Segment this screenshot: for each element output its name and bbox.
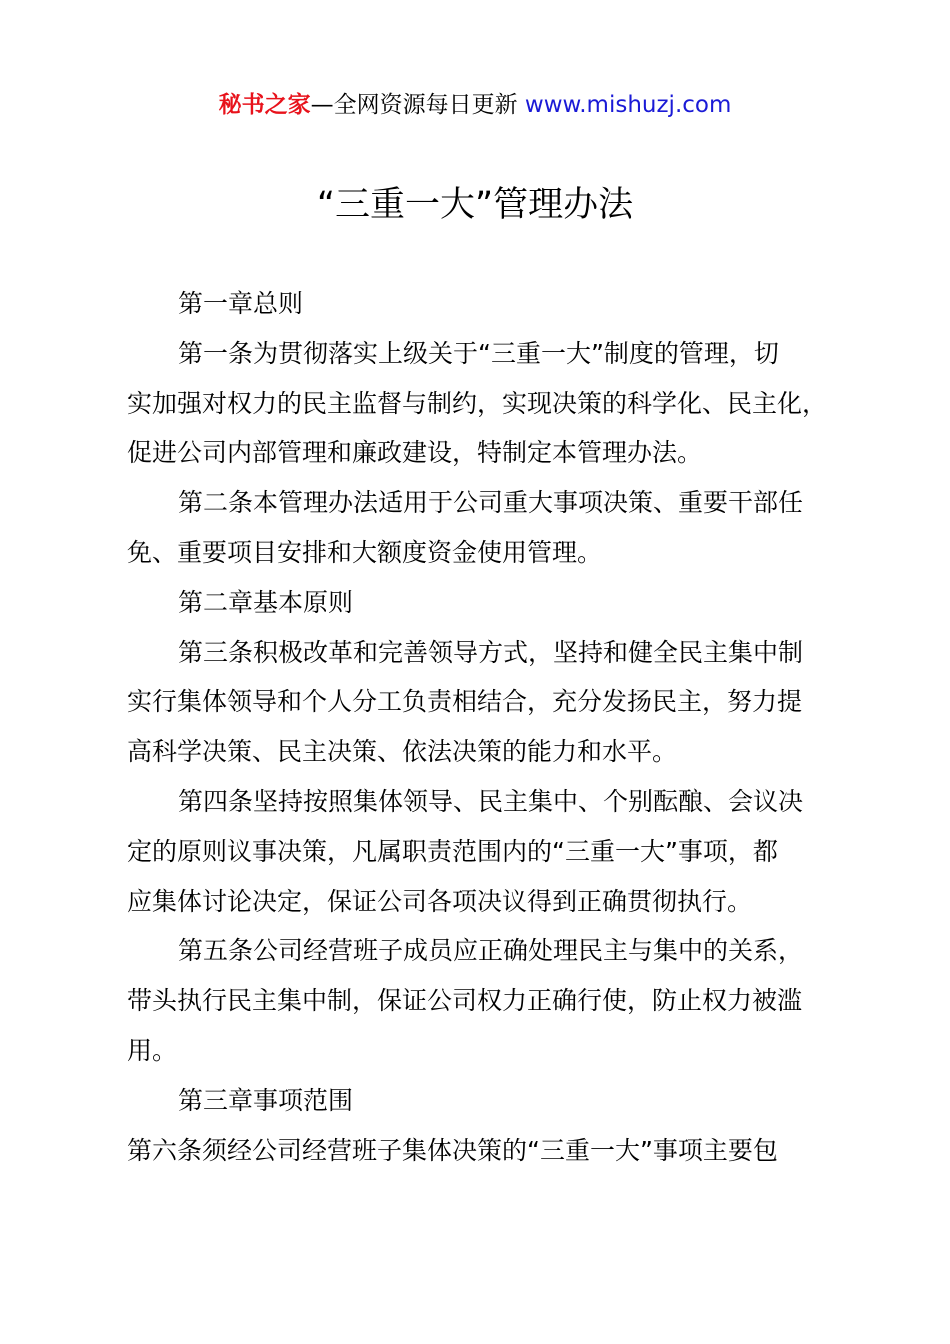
document-body	[127, 279, 867, 1175]
paragraph-line: 第一条为贯彻落实上级关于“三重一大”制度的管理，切	[178, 338, 779, 368]
paragraph-line: 带头执行民主集中制，保证公司权力正确行使，防止权力被滥	[127, 986, 803, 1016]
paragraph	[127, 279, 867, 329]
paragraph	[127, 926, 867, 1075]
paragraph	[127, 578, 867, 628]
site-header	[0, 88, 950, 122]
paragraph-line: 第三章事项范围	[178, 1085, 354, 1115]
paragraph	[127, 777, 867, 926]
paragraph-line: 免、重要项目安排和大额度资金使用管理。	[127, 537, 603, 567]
paragraph	[127, 329, 867, 478]
paragraph	[127, 628, 867, 777]
document-title: “三重一大”管理办法	[316, 185, 634, 225]
paragraph	[127, 1076, 867, 1126]
paragraph	[127, 1126, 867, 1176]
paragraph-line: 实加强对权力的民主监督与制约，实现决策的科学化、民主化，	[127, 388, 828, 418]
paragraph-line: 第六条须经公司经营班子集体决策的“三重一大”事项主要包	[127, 1135, 778, 1165]
paragraph-line: 应集体讨论决定，保证公司各项决议得到正确贯彻执行。	[127, 886, 753, 916]
brand-name: 秘书之家	[218, 92, 311, 118]
header-tagline: —全网资源每日更新	[310, 92, 525, 118]
paragraph-line: 实行集体领导和个人分工负责相结合，充分发扬民主，努力提	[127, 687, 803, 717]
paragraph-line: 用。	[127, 1035, 178, 1065]
paragraph-line: 第一章总则	[178, 289, 304, 318]
paragraph-line: 促进公司内部管理和廉政建设，特制定本管理办法。	[127, 438, 703, 468]
paragraph-line: 第二章基本原则	[178, 587, 354, 617]
paragraph-line: 第三条积极改革和完善领导方式，坚持和健全民主集中制	[178, 637, 804, 667]
paragraph-line: 第二条本管理办法适用于公司重大事项决策、重要干部任	[178, 488, 804, 518]
paragraph	[127, 478, 867, 578]
paragraph-line: 第五条公司经营班子成员应正确处理民主与集中的关系，	[178, 936, 804, 966]
paragraph-line: 定的原则议事决策，凡属职责范围内的“三重一大”事项，都	[127, 836, 778, 866]
site-url-link[interactable]: www.mishuzj.com	[524, 92, 732, 118]
paragraph-line: 第四条坚持按照集体领导、民主集中、个别酝酿、会议决	[178, 786, 804, 816]
paragraph-line: 高科学决策、民主决策、依法决策的能力和水平。	[127, 737, 678, 767]
